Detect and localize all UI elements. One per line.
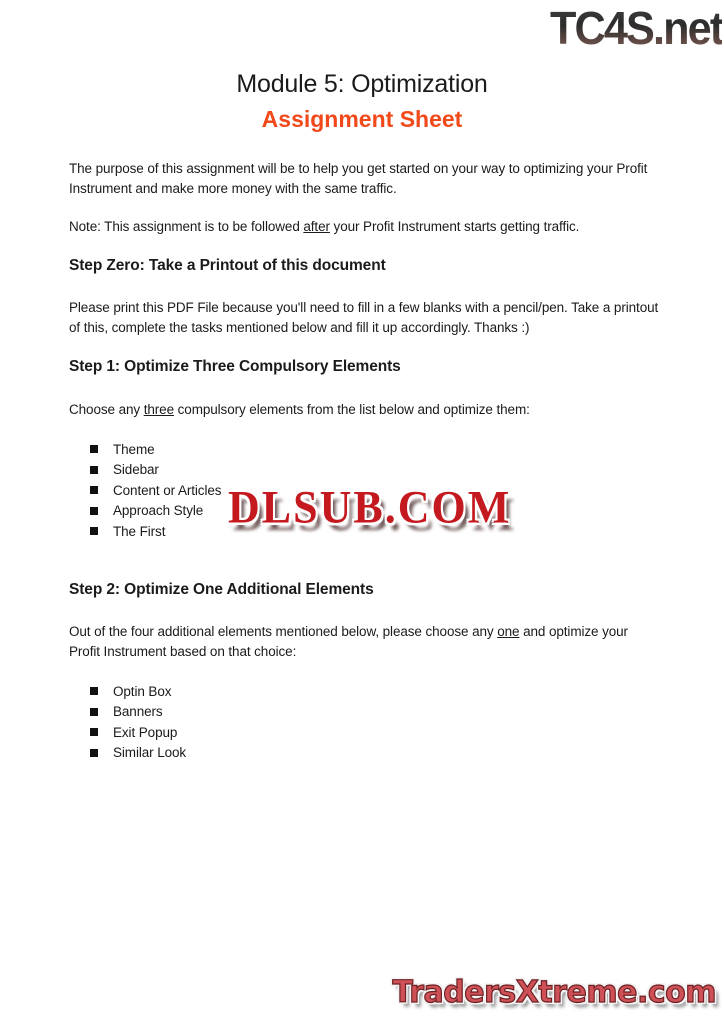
additional-elements-list bbox=[90, 681, 186, 763]
list-item bbox=[90, 501, 221, 522]
list-item-label: The First bbox=[113, 523, 166, 539]
dlsub-watermark: DLSUB.COM bbox=[228, 481, 512, 534]
square-bullet-icon bbox=[90, 749, 98, 757]
square-bullet-icon bbox=[90, 507, 98, 515]
step-two-suffix: and optimize your Profit Instrument based on that choice: bbox=[69, 624, 628, 659]
step-two-paragraph bbox=[69, 622, 661, 661]
compulsory-elements-list bbox=[90, 439, 221, 542]
square-bullet-icon bbox=[90, 486, 98, 494]
list-item bbox=[90, 439, 221, 460]
square-bullet-icon bbox=[90, 708, 98, 716]
list-item-label: Sidebar bbox=[113, 462, 159, 478]
note-prefix: Note: This assignment is to be followed bbox=[69, 219, 304, 234]
list-item bbox=[90, 743, 186, 764]
step-zero-paragraph: Please print this PDF File because you'll need to fill in a few blanks with a pencil/pen. Take a printout of this, complete the tasks mentioned below and fill it up accordingly. Thanks :) bbox=[69, 300, 659, 335]
list-item-label: Optin Box bbox=[113, 683, 172, 699]
step-one-suffix: compulsory elements from the list below and optimize them: bbox=[173, 402, 530, 417]
page-title: Module 5: Optimization bbox=[236, 70, 488, 98]
list-item bbox=[90, 681, 186, 702]
note-paragraph bbox=[69, 217, 661, 237]
list-item bbox=[90, 521, 221, 542]
step-one-heading: Step 1: Optimize Three Compulsory Elements bbox=[69, 358, 401, 375]
square-bullet-icon bbox=[90, 728, 98, 736]
page-subtitle: Assignment Sheet bbox=[261, 106, 463, 132]
list-item-label: Banners bbox=[113, 704, 163, 720]
tradersxtreme-logo: TradersXtreme.com bbox=[392, 975, 716, 1010]
step-two-prefix: Out of the four additional elements mentioned below, please choose any bbox=[69, 624, 498, 639]
square-bullet-icon bbox=[90, 687, 98, 695]
list-item bbox=[90, 702, 186, 723]
intro-paragraph: The purpose of this assignment will be to help you get started on your way to optimizing your Profit Instrument and make more money with the same traffic. bbox=[69, 161, 648, 196]
step-one-paragraph bbox=[69, 400, 661, 420]
tc4s-logo: TC4S.net bbox=[549, 2, 722, 54]
step-two-heading: Step 2: Optimize One Additional Elements bbox=[69, 581, 374, 598]
list-item-label: Similar Look bbox=[113, 745, 187, 761]
step-two-underlined-word: one bbox=[497, 624, 520, 639]
list-item bbox=[90, 722, 186, 743]
note-underlined-word: after bbox=[303, 219, 330, 234]
list-item-label: Approach Style bbox=[113, 503, 204, 519]
list-item-label: Exit Popup bbox=[113, 724, 178, 740]
step-zero-heading: Step Zero: Take a Printout of this document bbox=[69, 257, 386, 274]
list-item-label: Content or Articles bbox=[113, 482, 222, 498]
step-one-prefix: Choose any bbox=[69, 402, 144, 417]
list-item bbox=[90, 460, 221, 481]
note-suffix: your Profit Instrument starts getting traffic. bbox=[329, 219, 580, 234]
step-one-underlined-word: three bbox=[143, 402, 174, 417]
square-bullet-icon bbox=[90, 466, 98, 474]
title-block bbox=[0, 70, 724, 133]
square-bullet-icon bbox=[90, 527, 98, 535]
list-item bbox=[90, 480, 221, 501]
list-item-label: Theme bbox=[113, 441, 155, 457]
square-bullet-icon bbox=[90, 445, 98, 453]
